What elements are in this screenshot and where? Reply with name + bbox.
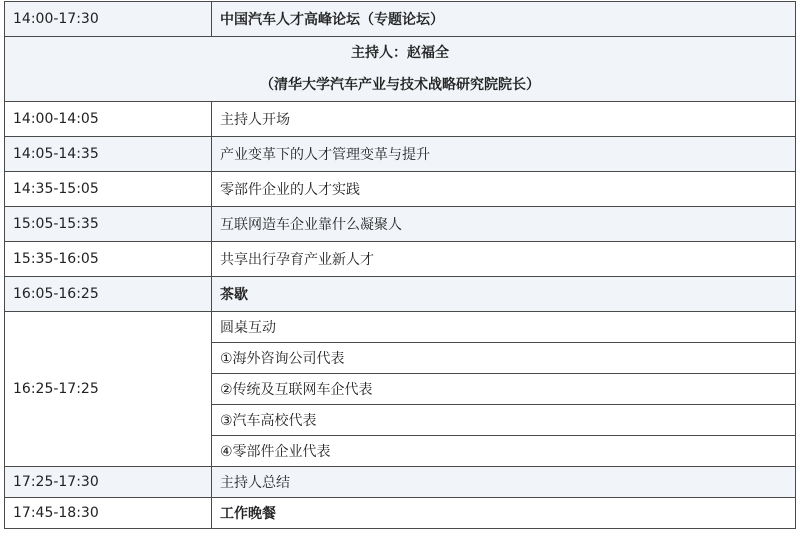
table-row — [5, 467, 796, 498]
host-cell — [5, 37, 796, 102]
time-cell: 15:05-15:35 — [5, 207, 212, 242]
session-title: 共享出行孕育产业新人才 — [212, 242, 796, 277]
roundtable-item: ①海外咨询公司代表 — [212, 343, 796, 374]
time-cell: 17:45-18:30 — [5, 498, 212, 529]
session-title: 主持人开场 — [212, 102, 796, 137]
time-cell: 16:05-16:25 — [5, 277, 212, 312]
session-title: 互联网造车企业靠什么凝聚人 — [212, 207, 796, 242]
roundtable-item: ②传统及互联网车企代表 — [212, 374, 796, 405]
session-title: 工作晚餐 — [212, 498, 796, 529]
roundtable-item: ③汽车高校代表 — [212, 405, 796, 436]
table-row — [5, 2, 796, 37]
roundtable-item: ④零部件企业代表 — [212, 436, 796, 467]
time-cell: 17:25-17:30 — [5, 467, 212, 498]
time-cell: 16:25-17:25 — [5, 312, 212, 467]
host-name: 主持人：赵福全 — [351, 45, 449, 61]
forum-title: 中国汽车人才高峰论坛（专题论坛） — [212, 2, 796, 37]
agenda-table — [4, 1, 796, 529]
time-cell: 14:00-17:30 — [5, 2, 212, 37]
host-row — [5, 37, 796, 102]
roundtable-item: 圆桌互动 — [212, 312, 796, 343]
session-title: 茶歇 — [212, 277, 796, 312]
host-affiliation: （清华大学汽车产业与技术战略研究院院长） — [260, 77, 540, 93]
time-cell: 14:35-15:05 — [5, 172, 212, 207]
session-title: 产业变革下的人才管理变革与提升 — [212, 137, 796, 172]
table-row — [5, 498, 796, 529]
table-row — [5, 277, 796, 312]
time-cell: 14:00-14:05 — [5, 102, 212, 137]
table-row — [5, 137, 796, 172]
table-row — [5, 102, 796, 137]
time-cell: 15:35-16:05 — [5, 242, 212, 277]
session-title: 零部件企业的人才实践 — [212, 172, 796, 207]
session-title: 主持人总结 — [212, 467, 796, 498]
table-row — [5, 242, 796, 277]
table-row — [5, 312, 796, 343]
table-row — [5, 172, 796, 207]
time-cell: 14:05-14:35 — [5, 137, 212, 172]
table-row — [5, 207, 796, 242]
